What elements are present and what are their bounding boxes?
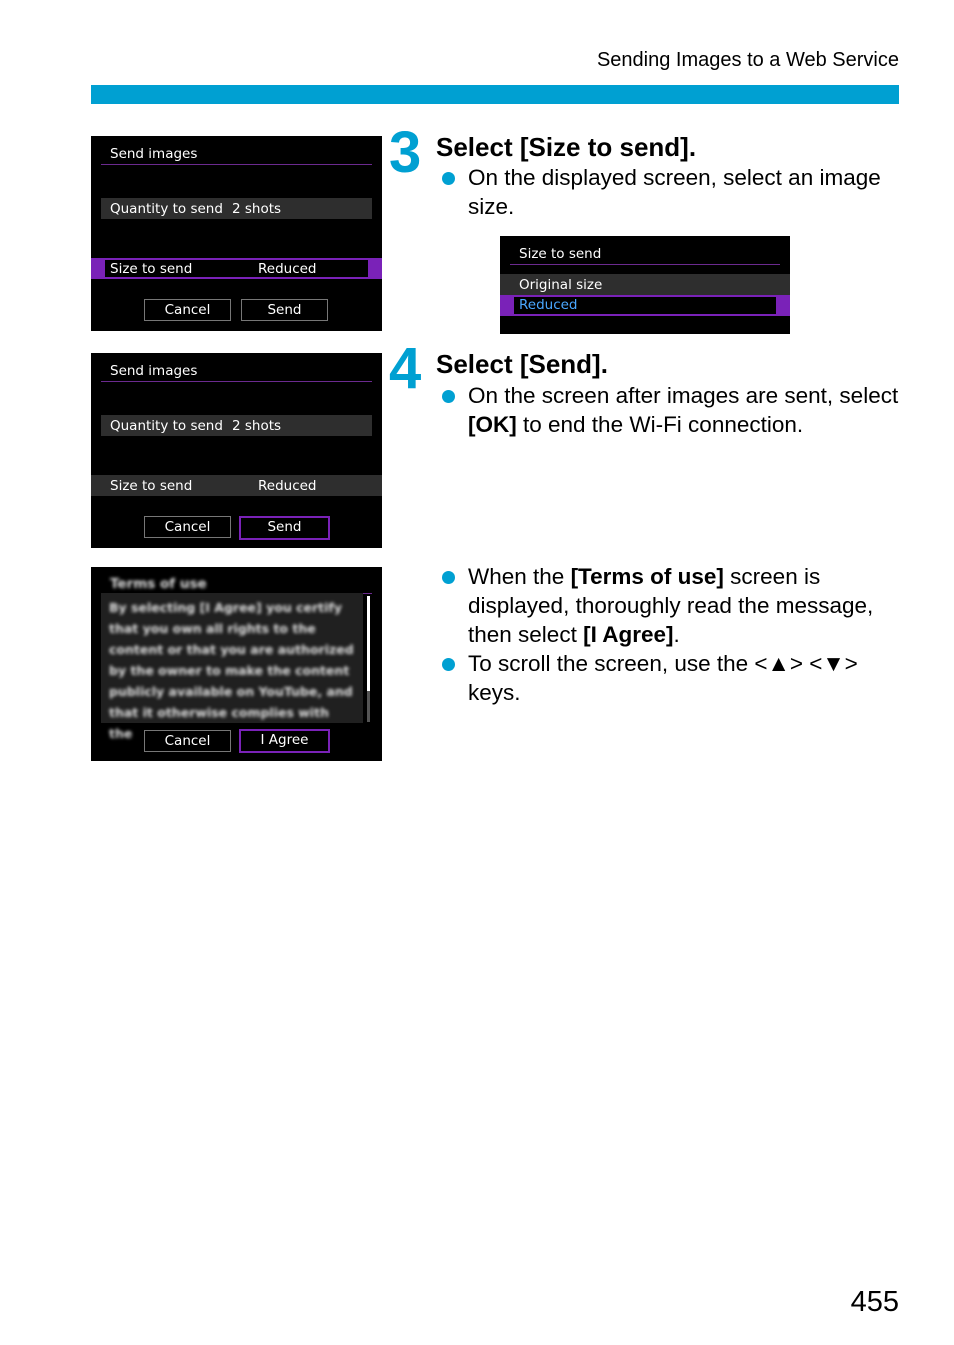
cancel-button[interactable]: Cancel (144, 516, 231, 538)
bullet-icon (442, 658, 455, 671)
title-divider (101, 381, 372, 382)
bullet-icon (442, 390, 455, 403)
page-number: 455 (850, 1286, 899, 1318)
quantity-value: 2 shots (232, 201, 282, 217)
up-arrow-icon: ▲ (767, 651, 790, 676)
terms-note-bullet (442, 562, 912, 649)
header-bar (91, 85, 899, 104)
quantity-label: Quantity to send (110, 418, 223, 434)
scrollbar[interactable] (367, 596, 370, 722)
size-value: Reduced (258, 261, 317, 277)
step-3-bullet (442, 163, 912, 221)
i-agree-button[interactable]: I Agree (239, 729, 330, 753)
screen-title: Terms of use (110, 576, 207, 592)
reduced-option[interactable] (500, 295, 790, 316)
screen-title: Send images (110, 146, 198, 162)
bullet-text: On the displayed screen, select an image size. (468, 165, 881, 219)
cancel-button[interactable]: Cancel (144, 299, 231, 321)
screen-title: Send images (110, 363, 198, 379)
step-4-title: Select [Send]. (436, 349, 608, 379)
send-images-screen-send-selected (91, 353, 382, 548)
step-4-bullet (442, 381, 912, 439)
quantity-label: Quantity to send (110, 201, 223, 217)
cancel-button[interactable]: Cancel (144, 730, 231, 752)
quantity-row[interactable] (101, 198, 372, 219)
send-button[interactable]: Send (239, 516, 330, 540)
terms-of-use-screen (91, 567, 382, 761)
mini-screen-title: Size to send (519, 246, 602, 262)
quantity-row[interactable] (101, 415, 372, 436)
send-images-screen-size-selected (91, 136, 382, 331)
bullet-icon (442, 571, 455, 584)
size-value: Reduced (258, 478, 317, 494)
size-label: Size to send (110, 478, 193, 494)
terms-body: By selecting [I Agree] you certify that you own all rights to the content or that you are authorized by the owner to make the content publicly available on YouTube, and that it otherwise complies with the (109, 600, 354, 741)
original-size-option[interactable] (500, 274, 790, 295)
quantity-value: 2 shots (232, 418, 282, 434)
send-button[interactable]: Send (241, 299, 328, 321)
bullet-icon (442, 172, 455, 185)
title-divider (101, 164, 372, 165)
size-row[interactable] (91, 475, 382, 496)
option-label: Reduced (519, 297, 578, 313)
bullet-text: On the screen after images are sent, select [OK] to end the Wi-Fi connection. (468, 383, 899, 437)
step-3-number: 3 (389, 120, 420, 185)
option-label: Original size (519, 277, 603, 293)
down-arrow-icon: ▼ (822, 651, 845, 676)
section-title: Sending Images to a Web Service (596, 49, 899, 71)
title-divider (510, 264, 780, 265)
scroll-note-bullet (442, 649, 912, 707)
size-row[interactable] (91, 258, 382, 279)
step-4-number: 4 (389, 336, 420, 401)
size-label: Size to send (110, 261, 193, 277)
bullet-text: To scroll the screen, use the <▲> <▼> keys. (468, 651, 858, 705)
bullet-text: When the [Terms of use] screen is displayed, thoroughly read the message, then select [I Agree]. (468, 564, 874, 647)
scrollbar-thumb[interactable] (367, 596, 370, 691)
size-to-send-screen (500, 236, 790, 334)
step-3-title: Select [Size to send]. (436, 132, 697, 162)
